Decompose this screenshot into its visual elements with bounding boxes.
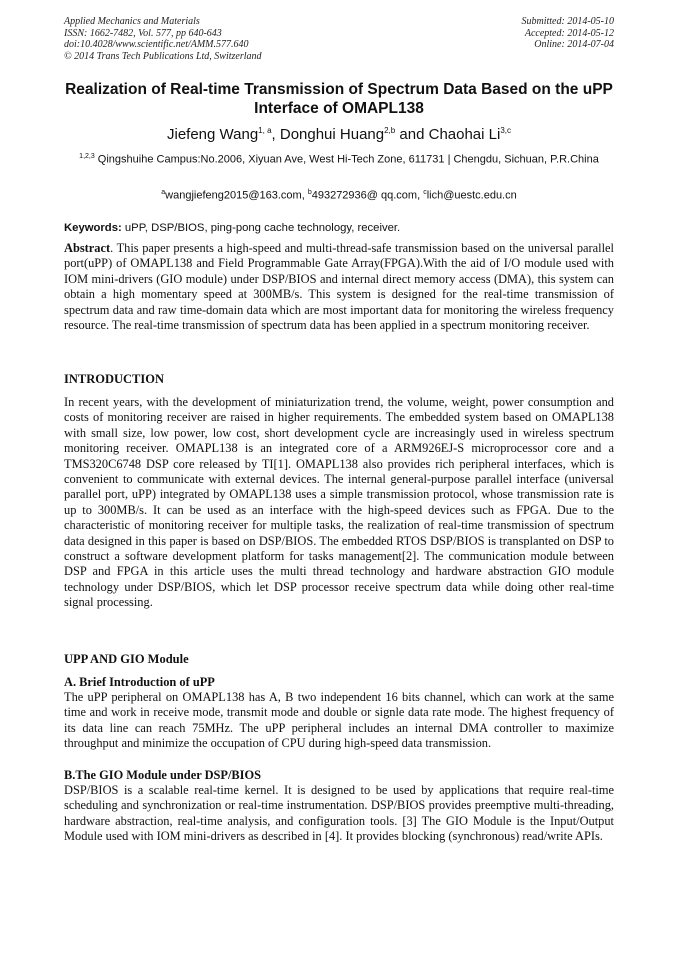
journal-issn: ISSN: 1662-7482, Vol. 577, pp 640-643 bbox=[64, 27, 222, 39]
subsection-heading-upp: A. Brief Introduction of uPP bbox=[64, 675, 215, 689]
author-separator: , bbox=[271, 126, 280, 143]
journal-doi: doi:10.4028/www.scientific.net/AMM.577.640 bbox=[64, 39, 249, 51]
online-date: Online: 2014-07-04 bbox=[534, 39, 614, 51]
accepted-date: Accepted: 2014-05-12 bbox=[524, 27, 614, 39]
subsection-heading-gio: B.The GIO Module under DSP/BIOS bbox=[64, 768, 262, 782]
abstract-text: . This paper presents a high-speed and multi-thread-safe transmission based on the universal parallel port(uPP) of OMAPL138 and Field Programmable Gate Array(FPGA).With the aid of I/O module used with IOM mini-drivers (GIO module) under DSP/BIOS and internal direct memory access (DMA), this system can obtain a high momentary speed at 300MB/s. This system is designed for the real-time transmission of spectrum data and raw time-domain data which are most important data for monitoring the wireless frequency resource. The real-time transmission of spectrum data has been applied in a spectrum monitoring receiver. bbox=[64, 241, 614, 333]
journal-info bbox=[64, 16, 364, 62]
author-line bbox=[64, 121, 614, 145]
introduction-paragraph: In recent years, with the development of miniaturization trend, the volume, weight, power consumption and costs of monitoring receiver are raised in higher requirements. The embedded system based on OMAPL138 with small size, low power, low cost, short development cycle are increasingly used in wireless spectrum monitoring receiver. OMAPL138 is an integrated core of a ARM926EJ-S microprocessor core and a TMS320C6748 DSP core released by TI[1]. OMAPL138 also provides rich peripheral interfaces, which is convenient to communicate with external devices. The internal general-purpose parallel interface (universal parallel port, uPP) integrated by OMAPL138 uses a simple transmission protocol, whose transmission rate is up to 300MB/s. It can be used as an interface with the high-speed devices such as FPGA. Due to the characteristic of monitoring receiver for multiple tasks, the realization of real-time transmission of spectrum data designed in this paper is based on DSP/BIOS. The embedded RTOS DSP/BIOS is transplanted on DSP to construct a software development platform for tasks management[2]. The communication module between DSP and FPGA in this article uses the multi thread technology and hardware abstraction GIO module technology under DSP/BIOS, which let DSP processor receive spectrum data while doing other real-time signal processing. bbox=[64, 395, 614, 610]
author-name: Jiefeng Wang bbox=[167, 126, 259, 143]
author-superscript: 1, a bbox=[258, 126, 272, 135]
email-text: wangjiefeng2015@163.com, bbox=[165, 189, 308, 202]
affiliation bbox=[64, 149, 614, 168]
journal-name: Applied Mechanics and Materials bbox=[64, 16, 200, 27]
author-emails bbox=[64, 185, 614, 204]
author-superscript: 3,c bbox=[500, 126, 511, 135]
keywords bbox=[64, 220, 614, 236]
paper-title: Realization of Real-time Transmission of Spectrum Data Based on the uPP Interface of OMAPL138 bbox=[65, 81, 613, 117]
email-text: lich@uestc.edu.cn bbox=[426, 189, 517, 202]
keywords-label: Keywords: bbox=[64, 222, 122, 234]
submitted-date: Submitted: 2014-05-10 bbox=[521, 16, 614, 27]
abstract bbox=[64, 241, 614, 333]
keywords-text: uPP, DSP/BIOS, ping-pong cache technology, receiver. bbox=[121, 222, 401, 234]
affiliation-superscript: 1,2,3 bbox=[79, 153, 95, 160]
author-name: Chaohai Li bbox=[428, 126, 501, 143]
abstract-label: Abstract bbox=[64, 241, 111, 255]
author-name: Donghui Huang bbox=[279, 126, 385, 143]
section-heading-introduction: INTRODUCTION bbox=[64, 372, 165, 386]
gio-paragraph: DSP/BIOS is a scalable real-time kernel. It is designed to be used by applications that require real-time scheduling and synchronization or real-time instrumentation. DSP/BIOS provides preemptive multi-threading, hardware abstraction, real-time analysis, and configuration tools. [3] The GIO Module is the Input/Output Module used with IOM mini-drivers as described in [4]. It provides blocking (synchronous) read/write APIs. bbox=[64, 783, 614, 844]
section-heading-upp-gio: UPP AND GIO Module bbox=[64, 652, 189, 666]
journal-copyright: © 2014 Trans Tech Publications Ltd, Switzerland bbox=[64, 50, 262, 62]
submission-dates bbox=[354, 16, 614, 51]
email-superscript: a bbox=[161, 189, 166, 196]
email-text: 493272936@ qq.com, bbox=[311, 189, 424, 202]
affiliation-text: Qingshuihe Campus:No.2006, Xiyuan Ave, West Hi-Tech Zone, 611731 | Chengdu, Sichuan, P.R.China bbox=[94, 153, 599, 166]
author-superscript: 2,b bbox=[384, 126, 396, 135]
upp-paragraph: The uPP peripheral on OMAPL138 has A, B two independent 16 bits channel, which can work at the same time and work in receive mode, transmit mode and double or signle data rate mode. The highest frequency of its data line can reach 75MHz. The uPP peripheral includes an internal DMA controller to maximize throughput and minimize the occupation of CPU during high-speed data transmission. bbox=[64, 690, 614, 751]
author-separator: and bbox=[395, 126, 429, 143]
email-superscript: c bbox=[423, 189, 427, 196]
email-superscript: b bbox=[307, 189, 312, 196]
